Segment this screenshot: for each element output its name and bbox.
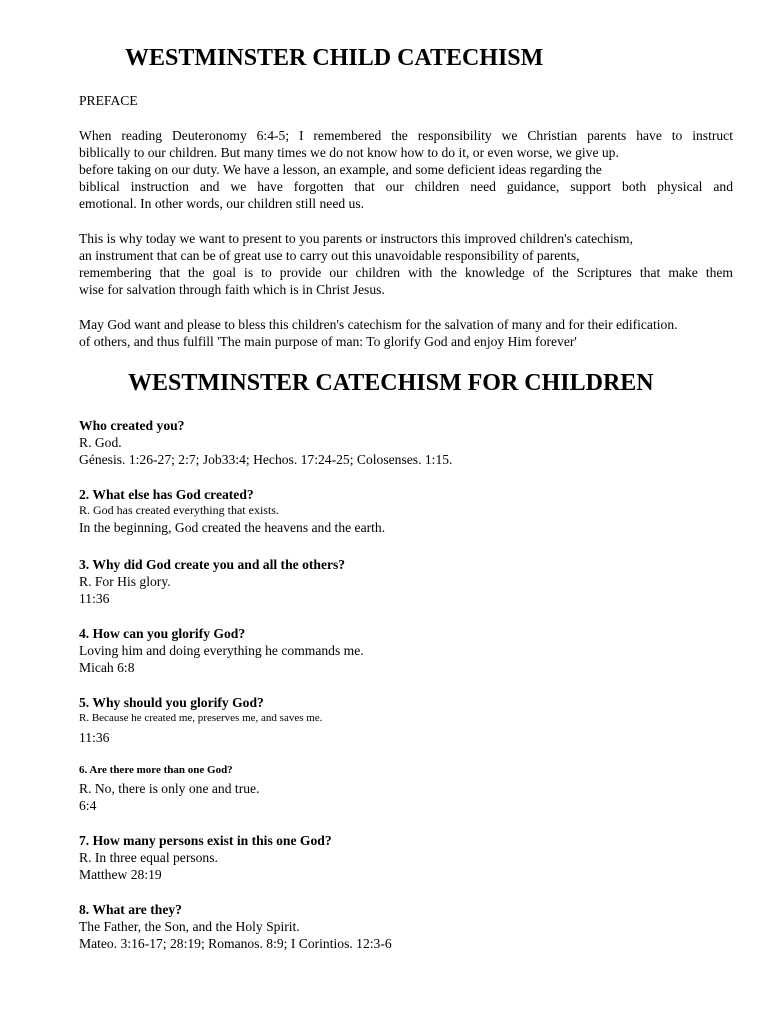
scripture-reference: 6:4 — [79, 798, 97, 813]
question: 4. How can you glorify God? — [79, 626, 246, 641]
answer: R. God. — [79, 435, 122, 450]
question: Who created you? — [79, 418, 185, 433]
preface-p2-line: an instrument that can be of great use to carry out this unavoidable responsibility of parents, — [79, 248, 580, 263]
preface-p2-line: remembering that the goal is to provide our children with the knowledge of the Scriptures that make them — [79, 265, 733, 280]
preface-p3-line: of others, and thus fulfill 'The main purpose of man: To glorify God and enjoy Him forever' — [79, 334, 577, 349]
preface-p1-line: emotional. In other words, our children still need us. — [79, 196, 365, 211]
scripture-reference: Génesis. 1:26-27; 2:7; Job33:4; Hechos. 17:24-25; Colosenses. 1:15. — [79, 452, 453, 467]
document-title: WESTMINSTER CHILD CATECHISM — [125, 45, 544, 71]
question: 8. What are they? — [79, 902, 182, 917]
answer: Loving him and doing everything he commands me. — [79, 643, 364, 658]
question: 3. Why did God create you and all the others? — [79, 557, 346, 572]
answer: R. For His glory. — [79, 574, 171, 589]
preface-heading: PREFACE — [79, 93, 138, 108]
answer: The Father, the Son, and the Holy Spirit. — [79, 919, 300, 934]
question: 5. Why should you glorify God? — [79, 695, 264, 710]
question: 2. What else has God created? — [79, 487, 254, 502]
scripture-reference: Matthew 28:19 — [79, 867, 162, 882]
preface-p2-line: This is why today we want to present to you parents or instructors this improved children's catechism, — [79, 231, 634, 246]
preface-p1-line: When reading Deuteronomy 6:4-5; I remembered the responsibility we Christian parents have to instruct — [79, 128, 733, 143]
answer: R. God has created everything that exists. — [79, 503, 279, 517]
answer: R. No, there is only one and true. — [79, 781, 260, 796]
preface-p1-line: biblically to our children. But many times we do not know how to do it, or even worse, we give up. — [79, 145, 619, 160]
scripture-reference: 11:36 — [79, 591, 110, 606]
question: 7. How many persons exist in this one God? — [79, 833, 332, 848]
answer: R. In three equal persons. — [79, 850, 218, 865]
scripture-reference: Micah 6:8 — [79, 660, 135, 675]
preface-p2-line: wise for salvation through faith which is in Christ Jesus. — [79, 282, 385, 297]
preface-p1-line: before taking on our duty. We have a lesson, an example, and some deficient ideas regarding the — [79, 162, 602, 177]
scripture-reference: In the beginning, God created the heavens and the earth. — [79, 520, 386, 535]
preface-p3-line: May God want and please to bless this children's catechism for the salvation of many and for their edification. — [79, 317, 678, 332]
preface-p1-line: biblical instruction and we have forgotten that our children need guidance, support both physical and — [79, 179, 733, 194]
scripture-reference: 11:36 — [79, 730, 110, 745]
question: 6. Are there more than one God? — [79, 764, 233, 776]
scripture-reference: Mateo. 3:16-17; 28:19; Romanos. 8:9; I Corintios. 12:3-6 — [79, 936, 392, 951]
answer: R. Because he created me, preserves me, and saves me. — [79, 712, 323, 724]
section-title: WESTMINSTER CATECHISM FOR CHILDREN — [128, 370, 654, 396]
